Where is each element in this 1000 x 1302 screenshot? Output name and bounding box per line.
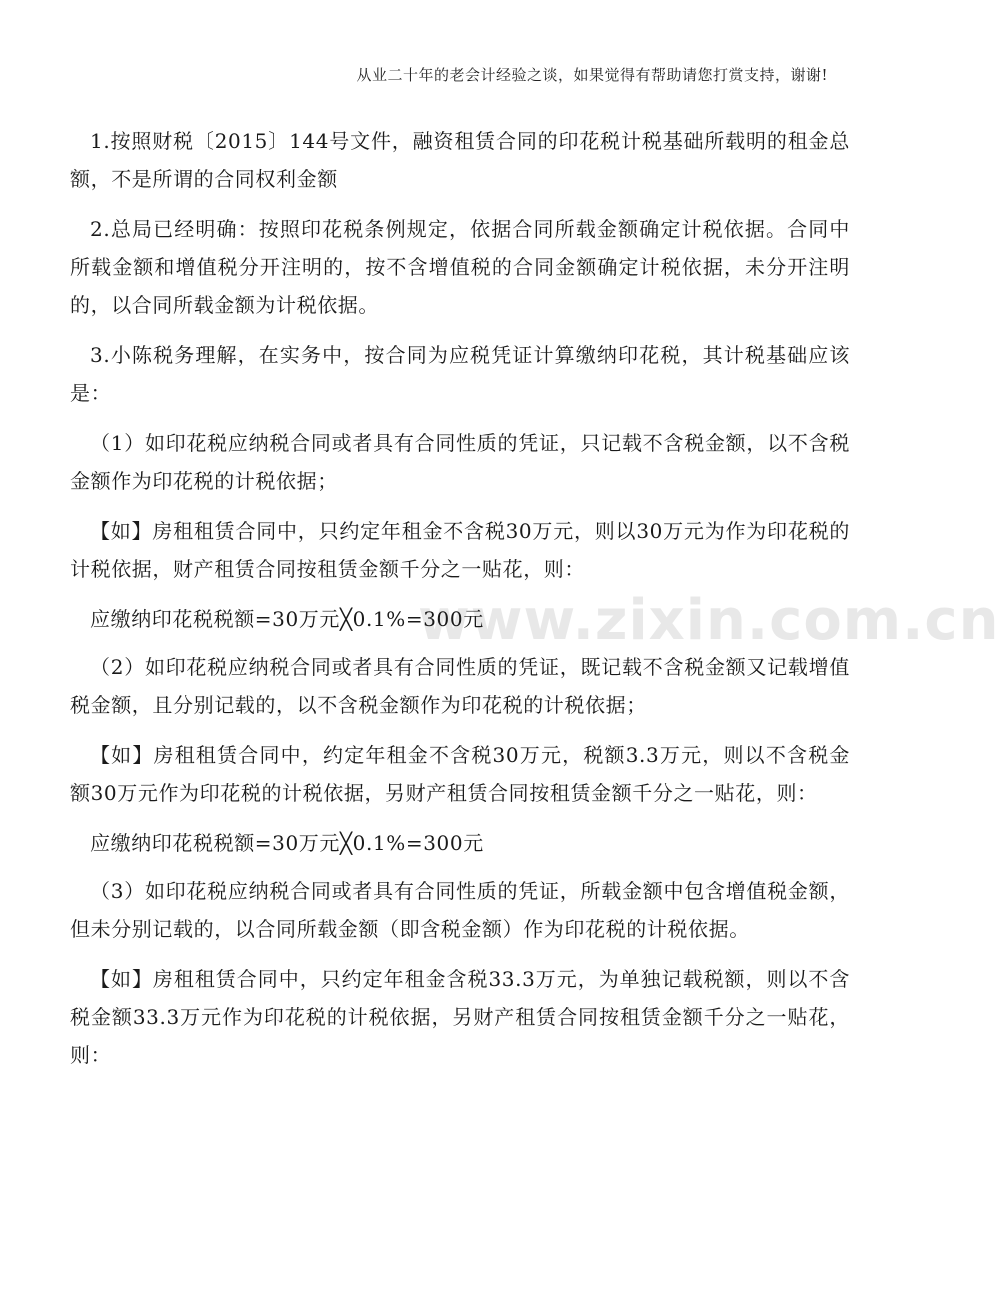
paragraph-case-1: （1）如印花税应纳税合同或者具有合同性质的凭证，只记载不含税金额，以不含税金额作为印花税的计税依据； <box>70 431 850 493</box>
paragraph-case-3: （3）如印花税应纳税合同或者具有合同性质的凭证，所载金额中包含增值税金额，但未分别记载的，以合同所载金额（即含税金额）作为印花税的计税依据。 <box>70 879 850 941</box>
formula-1: 应缴纳印花税税额=30万元╳0.1%=300元 <box>90 607 484 631</box>
document-body <box>70 122 850 1086</box>
paragraph-1: 1.按照财税〔2015〕144号文件，融资租赁合同的印花税计税基础所载明的租金总额，不是所谓的合同权利金额 <box>70 129 850 191</box>
paragraph-3: 3.小陈税务理解，在实务中，按合同为应税凭证计算缴纳印花税，其计税基础应该是： <box>70 343 850 405</box>
formula-2: 应缴纳印花税税额=30万元╳0.1%=300元 <box>90 831 484 855</box>
watermark-logo: www.zixin.com.cn <box>418 588 1000 653</box>
example-1: 【如】房租租赁合同中，只约定年租金不含税30万元，则以30万元为作为印花税的计税依据，财产租赁合同按租赁金额千分之一贴花，则： <box>70 519 850 581</box>
paragraph-2: 2.总局已经明确：按照印花税条例规定，依据合同所载金额确定计税依据。合同中所载金额和增值税分开注明的，按不含增值税的合同金额确定计税依据，未分开注明的，以合同所载金额为计税依据。 <box>70 217 850 317</box>
page-header-tagline: 从业二十年的老会计经验之谈，如果觉得有帮助请您打赏支持，谢谢! <box>356 66 828 84</box>
paragraph-case-2: （2）如印花税应纳税合同或者具有合同性质的凭证，既记载不含税金额又记载增值税金额，且分别记载的，以不含税金额作为印花税的计税依据； <box>70 655 850 717</box>
example-3: 【如】房租租赁合同中，只约定年租金含税33.3万元，为单独记载税额，则以不含税金额33.3万元作为印花税的计税依据，另财产租赁合同按租赁金额千分之一贴花，则： <box>70 967 850 1067</box>
example-2: 【如】房租租赁合同中，约定年租金不含税30万元，税额3.3万元，则以不含税金额30万元作为印花税的计税依据，另财产租赁合同按租赁金额千分之一贴花，则： <box>70 743 850 805</box>
